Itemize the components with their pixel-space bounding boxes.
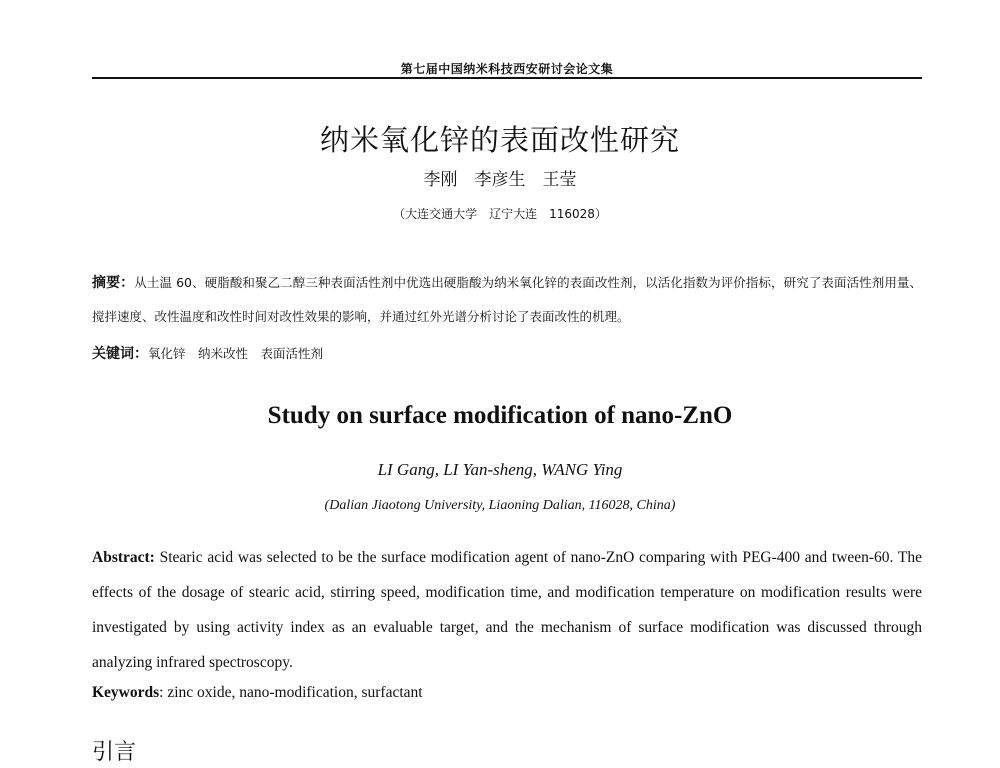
- authors-chinese: 李刚 李彦生 王莹: [423, 170, 577, 190]
- keywords-chinese: [92, 339, 922, 369]
- header-rule: [92, 77, 922, 79]
- abstract-chinese-label: 摘要：: [92, 275, 135, 291]
- keywords-english-label: Keywords: [92, 684, 160, 701]
- keywords-english-text: : zinc oxide, nano-modification, surfactant: [159, 684, 423, 701]
- affiliation-chinese: （大连交通大学 辽宁大连 116028）: [393, 207, 607, 221]
- section-heading-introduction: 引言: [92, 740, 137, 765]
- abstract-english: [92, 540, 922, 680]
- running-header: 第七届中国纳米科技西安研讨会论文集: [400, 62, 614, 76]
- affiliation-english: (Dalian Jiaotong University, Liaoning Dalian, 116028, China): [324, 498, 676, 513]
- keywords-chinese-text: 氧化锌 纳米改性 表面活性剂: [148, 346, 324, 361]
- authors-english: LI Gang, LI Yan-sheng, WANG Ying: [377, 460, 623, 479]
- abstract-english-text: Stearic acid was selected to be the surface modification agent of nano-ZnO comparing with PEG-400 and tween-60. The effects of the dosage of stearic acid, stirring speed, modification time, and modification temperature on modification results were investigated by using activity index as an evaluable target, and the mechanism of surface modification was discussed through analyzing infrared spectroscopy.: [92, 549, 922, 671]
- keywords-english: [92, 678, 922, 708]
- abstract-chinese-text: 从土温 60、硬脂酸和聚乙二醇三种表面活性剂中优选出硬脂酸为纳米氧化锌的表面改性剂，以活化指数为评价指标，研究了表面活性剂用量、搅拌速度、改性温度和改性时间对改性效果的影响，并通过红外光谱分析讨论了表面改性的机理。: [92, 275, 922, 324]
- title-chinese: 纳米氧化锌的表面改性研究: [319, 123, 680, 157]
- title-english: Study on surface modification of nano-ZnO: [267, 402, 733, 429]
- abstract-english-label: Abstract:: [92, 549, 155, 566]
- keywords-chinese-label: 关键词：: [92, 346, 148, 362]
- abstract-chinese: [92, 266, 922, 334]
